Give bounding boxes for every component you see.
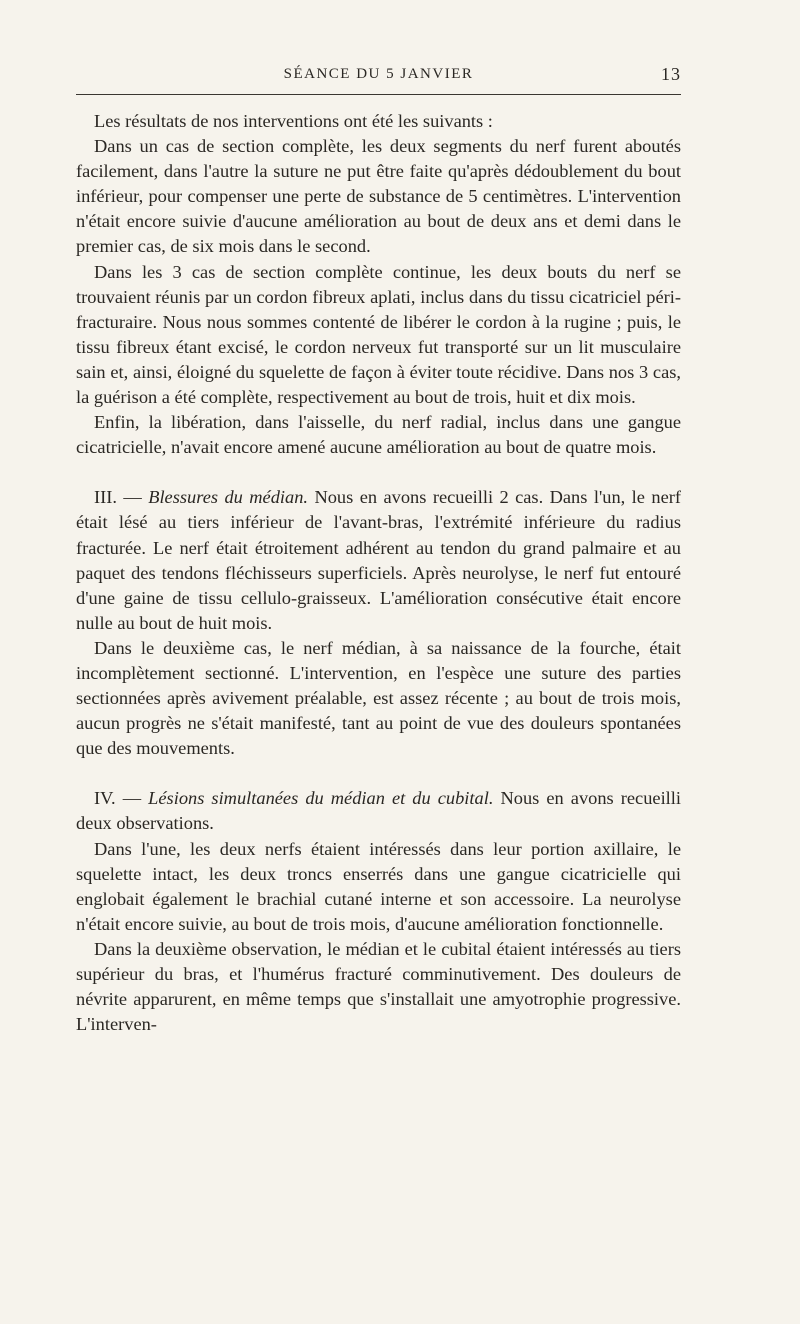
section-heading: Lésions simultanées du médian et du cubital.: [148, 788, 494, 809]
body-text: [76, 109, 681, 1037]
paragraph-text: Dans un cas de section complète, les deux segments du nerf furent aboutés facilement, dans l'autre la suture ne put être faite qu'après dédoublement du bout inférieur, pour compenser une perte de substance de 5 centimètres. L'intervention n'était encore suivie d'aucune amélioration au bout de deux ans et demi dans le premier cas, de six mois dans le second.: [76, 136, 681, 257]
section-number: III. —: [94, 487, 149, 508]
running-head: [76, 60, 681, 94]
section-paragraph-iii: [76, 485, 681, 636]
header-rule: [76, 94, 681, 95]
paragraph: [76, 410, 681, 460]
running-title: SÉANCE DU 5 JANVIER: [283, 66, 474, 82]
paragraph-text: Dans les 3 cas de section complète continue, les deux bouts du nerf se trouvaient réunis par un cordon fibreux aplati, inclus dans du tissu cicatriciel péri-fracturaire. Nous nous sommes contenté de libérer le cordon à la rugine ; puis, le tissu fibreux étant excisé, le cordon nerveux fut transporté sur un lit musculaire sain et, ainsi, éloigné du squelette de façon à éviter toute récidive. Dans nos 3 cas, la guérison a été complète, respectivement au bout de trois, huit et dix mois.: [76, 261, 681, 408]
paragraph: [76, 260, 681, 411]
paragraph-text: Enfin, la libération, dans l'aisselle, du nerf radial, inclus dans une gangue cicatricielle, n'avait encore amené aucune amélioration au bout de quatre mois.: [76, 412, 681, 458]
paragraph-text: Nous en avons recueilli 2 cas. Dans l'un, le nerf était lésé au tiers inférieur de l'avant-bras, l'extrémité inférieure du radius fracturée. Le nerf était étroitement adhérent au tendon du grand palmaire et au paquet des tendons fléchisseurs superficiels. Après neurolyse, le nerf fut entouré d'une gaine de tissu cellulo-graisseux. L'amélioration consécutive était encore nulle au bout de huit mois.: [76, 487, 681, 633]
paragraph-text: Dans l'une, les deux nerfs étaient intéressés dans leur portion axillaire, le squelette intact, les deux troncs enserrés dans une gangue cicatricielle qui englobait également le brachial cutané interne et son accessoire. La neurolyse n'était encore suivie, au bout de trois mois, d'aucune amélioration fonctionnelle.: [76, 838, 681, 934]
document-page: [76, 60, 681, 1037]
section-paragraph-iv: [76, 786, 681, 836]
paragraph: [76, 134, 681, 259]
paragraph: [76, 937, 681, 1037]
paragraph: [76, 636, 681, 761]
page-number: 13: [661, 64, 681, 84]
section-number: IV. —: [94, 788, 149, 809]
paragraph-text: Dans la deuxième observation, le médian et le cubital étaient intéressés au tiers supérieur du bras, et l'humérus fracturé comminutivement. Des douleurs de névrite apparurent, en même temps que s'installait une amyotrophie progressive. L'interven-: [76, 938, 681, 1035]
section-heading: Blessures du médian.: [148, 487, 309, 508]
paragraph: [76, 837, 681, 937]
paragraph-text: Les résultats de nos interventions ont été les suivants :: [94, 111, 493, 131]
paragraph-text: Nous en avons recueilli deux observations.: [76, 788, 682, 834]
paragraph: [76, 109, 681, 134]
paragraph-text: Dans le deuxième cas, le nerf médian, à sa naissance de la fourche, était incomplètement sectionné. L'intervention, en l'espèce une suture des parties sectionnées après avivement préalable, est assez récente ; au bout de trois mois, aucun progrès ne s'était manifesté, tant au point de vue des douleurs spontanées que des mouvements.: [76, 637, 681, 759]
